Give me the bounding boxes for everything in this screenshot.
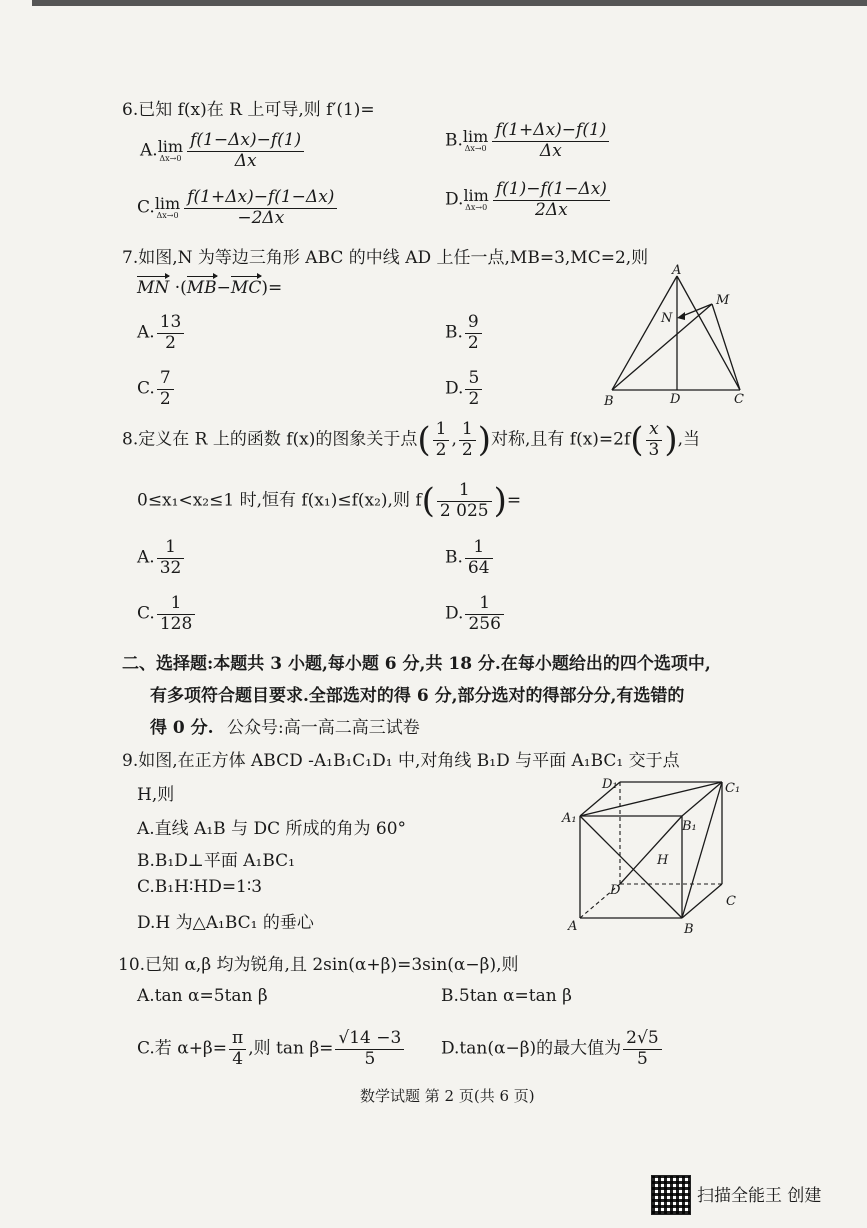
numerator: f(1+Δx)−f(1) <box>495 120 607 140</box>
denominator: 2 025 <box>437 501 492 522</box>
fraction <box>493 180 610 220</box>
q8-option-a <box>137 538 186 578</box>
point-label-b1: B₁ <box>682 819 697 834</box>
denominator: 2 <box>433 440 450 461</box>
point-label-n: N <box>661 311 673 326</box>
point-label-h: H <box>657 853 669 868</box>
denominator: Δx <box>187 151 304 172</box>
fraction <box>335 1029 404 1069</box>
numerator: 7 <box>159 368 171 388</box>
section2-line2: 有多项符合题目要求.全部选对的得 6 分,部分选对的得部分分,有选错的 <box>150 686 685 706</box>
option-label: C. <box>137 378 155 399</box>
text: C.若 α+β= <box>137 1038 228 1059</box>
denominator: 2 <box>157 389 174 410</box>
q6-option-b <box>445 121 611 161</box>
fraction <box>437 481 492 521</box>
option-label: D. <box>445 189 464 210</box>
lim-word: lim <box>462 127 489 147</box>
q10-option-c <box>137 1029 406 1069</box>
edge-ab <box>612 276 677 390</box>
lim-sub: Δx→0 <box>464 144 487 154</box>
numerator: f(1+Δx)−f(1−Δx) <box>187 187 335 207</box>
option-label: B. <box>445 322 463 343</box>
denominator: 64 <box>465 558 493 579</box>
numerator: f(1−Δx)−f(1) <box>190 130 302 150</box>
numerator: π <box>232 1028 244 1048</box>
numerator: 1 <box>461 419 473 439</box>
diag-bc1 <box>682 782 722 918</box>
numerator: 1 <box>165 537 176 557</box>
q8-option-d <box>445 594 506 634</box>
point-label-d1: D₁ <box>602 777 618 792</box>
option-label: D. <box>445 603 464 624</box>
fraction <box>187 131 304 171</box>
q7-option-a <box>137 313 186 353</box>
paren: ( <box>421 481 435 522</box>
point-label-c1: C₁ <box>725 781 741 796</box>
lim-sub: Δx→0 <box>465 203 488 213</box>
paren: ) <box>664 420 678 461</box>
fraction <box>184 188 337 228</box>
point-label-b: B <box>684 922 694 937</box>
q10-option-b: B.5tan α=tan β <box>441 986 572 1006</box>
lim-word: lim <box>157 137 184 157</box>
q7-option-b <box>445 313 484 353</box>
option-label: D. <box>445 378 464 399</box>
fraction <box>492 121 609 161</box>
limit-symbol <box>463 188 488 212</box>
denominator: 2 <box>459 440 476 461</box>
scanner-watermark: 扫描全能王 创建 <box>697 1186 822 1206</box>
fraction <box>229 1029 246 1069</box>
edge-ac <box>677 276 740 390</box>
numerator: x <box>649 419 659 439</box>
point-label-a1: A₁ <box>562 811 577 826</box>
q6-stem: 6.已知 f(x)在 R 上可导,则 f′(1)= <box>122 100 375 120</box>
text: D.tan(α−β)的最大值为 <box>441 1038 622 1059</box>
text: 对称,且有 f(x)=2f <box>490 429 631 450</box>
section2-line1: 二、选择题:本题共 3 小题,每小题 6 分,共 18 分.在每小题给出的四个选项中, <box>122 654 711 674</box>
fraction <box>459 420 476 460</box>
text: , <box>451 429 457 450</box>
text: ·( <box>169 278 187 298</box>
q8-option-b <box>445 538 495 578</box>
diag-b1d <box>620 816 682 884</box>
fraction <box>465 538 493 578</box>
denominator: −2Δx <box>184 208 337 229</box>
fraction <box>465 369 482 409</box>
q8-stem-line1 <box>122 420 700 460</box>
lim-sub: Δx→0 <box>156 211 179 221</box>
option-label: A. <box>140 140 158 161</box>
text: − <box>216 278 231 298</box>
denominator: 2 <box>157 333 185 354</box>
option-label: A. <box>137 322 155 343</box>
limit-symbol <box>155 196 180 220</box>
numerator: 1 <box>473 537 485 557</box>
q7-triangle-figure <box>600 262 760 412</box>
text: )= <box>261 278 283 298</box>
numerator: 1 <box>479 593 491 613</box>
paren: ) <box>493 481 507 522</box>
denominator: 2 <box>465 333 482 354</box>
point-label-c: C <box>726 894 736 909</box>
fraction <box>433 420 450 460</box>
numerator: f(1)−f(1−Δx) <box>495 179 607 199</box>
lim-sub: Δx→0 <box>159 154 182 164</box>
page-footer: 数学试题 第 2 页(共 6 页) <box>360 1087 535 1105</box>
numerator: 2√5 <box>626 1028 659 1048</box>
arrow-head <box>677 312 685 320</box>
lim-word: lim <box>154 194 181 214</box>
fraction <box>623 1029 661 1069</box>
point-label-d: D <box>670 392 681 407</box>
q6-option-d <box>445 180 612 220</box>
q9-stem-line2: H,则 <box>137 785 175 805</box>
denominator: 5 <box>335 1049 404 1070</box>
denominator: 3 <box>646 440 663 461</box>
text: ,则 tan β= <box>248 1038 334 1059</box>
vector-mb: MB <box>186 278 217 298</box>
q7-option-d <box>445 369 484 409</box>
point-label-m: M <box>716 293 730 308</box>
denominator: 2Δx <box>493 200 610 221</box>
q6-option-c <box>137 188 339 228</box>
q7-stem-line2 <box>137 278 282 298</box>
denominator: Δx <box>492 141 609 162</box>
option-label: C. <box>137 603 155 624</box>
denominator: 2 <box>465 389 482 410</box>
paren: ( <box>630 420 644 461</box>
fraction <box>157 538 185 578</box>
section2-score-note: 得 0 分. <box>150 718 214 738</box>
qr-code-icon <box>651 1175 691 1215</box>
text: = <box>506 490 522 511</box>
point-label-b: B <box>604 394 614 409</box>
top-border <box>32 0 867 6</box>
q9-option-a: A.直线 A₁B 与 DC 所成的角为 60° <box>137 819 407 839</box>
numerator: 1 <box>435 419 447 439</box>
numerator: 9 <box>467 312 479 332</box>
text: 0≤x₁<x₂≤1 时,恒有 f(x₁)≤f(x₂),则 f <box>137 490 422 511</box>
option-label: B. <box>445 130 463 151</box>
denominator: 128 <box>157 614 195 635</box>
fraction <box>646 420 663 460</box>
text: ,当 <box>677 429 701 450</box>
numerator: 1 <box>458 480 470 500</box>
paren: ( <box>417 420 431 461</box>
paren: ) <box>477 420 491 461</box>
q9-cube-figure <box>560 770 760 940</box>
option-label: B. <box>445 547 463 568</box>
q9-option-d: D.H 为△A₁BC₁ 的垂心 <box>137 913 314 933</box>
point-label-c: C <box>734 392 744 407</box>
numerator: 1 <box>170 593 182 613</box>
denominator: 4 <box>229 1049 246 1070</box>
numerator: √14 −3 <box>338 1028 402 1048</box>
q7-option-c <box>137 369 176 409</box>
q8-option-c <box>137 594 197 634</box>
denominator: 32 <box>157 558 185 579</box>
denominator: 5 <box>623 1049 661 1070</box>
option-label: A. <box>137 547 155 568</box>
numerator: 13 <box>159 312 182 332</box>
q9-option-c: C.B₁H∶HD=1∶3 <box>137 877 263 897</box>
point-label-d: D <box>610 883 621 898</box>
q10-option-a: A.tan α=5tan β <box>137 986 268 1006</box>
q6-option-a <box>140 131 306 171</box>
q9-stem: 9.如图,在正方体 ABCD -A₁B₁C₁D₁ 中,对角线 B₁D 与平面 A₁BC₁ 交于点 <box>122 751 680 771</box>
point-label-a: A <box>672 263 682 278</box>
fraction <box>157 369 174 409</box>
q9-option-b: B.B₁D⊥平面 A₁BC₁ <box>137 851 295 871</box>
text: 8.定义在 R 上的函数 f(x)的图象关于点 <box>122 429 418 450</box>
limit-symbol <box>158 139 183 163</box>
q10-option-d <box>441 1029 664 1069</box>
watermark-note: 公众号:高一高二高三试卷 <box>227 718 420 738</box>
vector-mn: MN <box>137 278 170 298</box>
fraction <box>157 313 185 353</box>
fraction <box>465 594 503 634</box>
fraction <box>465 313 482 353</box>
q8-stem-line2 <box>137 481 521 521</box>
limit-symbol <box>463 129 488 153</box>
lim-word: lim <box>463 186 489 206</box>
q10-stem: 10.已知 α,β 均为锐角,且 2sin(α+β)=3sin(α−β),则 <box>118 955 519 975</box>
vector-mc: MC <box>230 278 262 298</box>
option-label: C. <box>137 197 155 218</box>
fraction <box>157 594 195 634</box>
numerator: 5 <box>468 368 480 388</box>
denominator: 256 <box>465 614 503 635</box>
q7-stem: 7.如图,N 为等边三角形 ABC 的中线 AD 上任一点,MB=3,MC=2,则 <box>122 248 649 268</box>
edge-bc <box>682 884 722 918</box>
point-label-a: A <box>568 919 578 934</box>
section2-line3 <box>150 713 420 738</box>
